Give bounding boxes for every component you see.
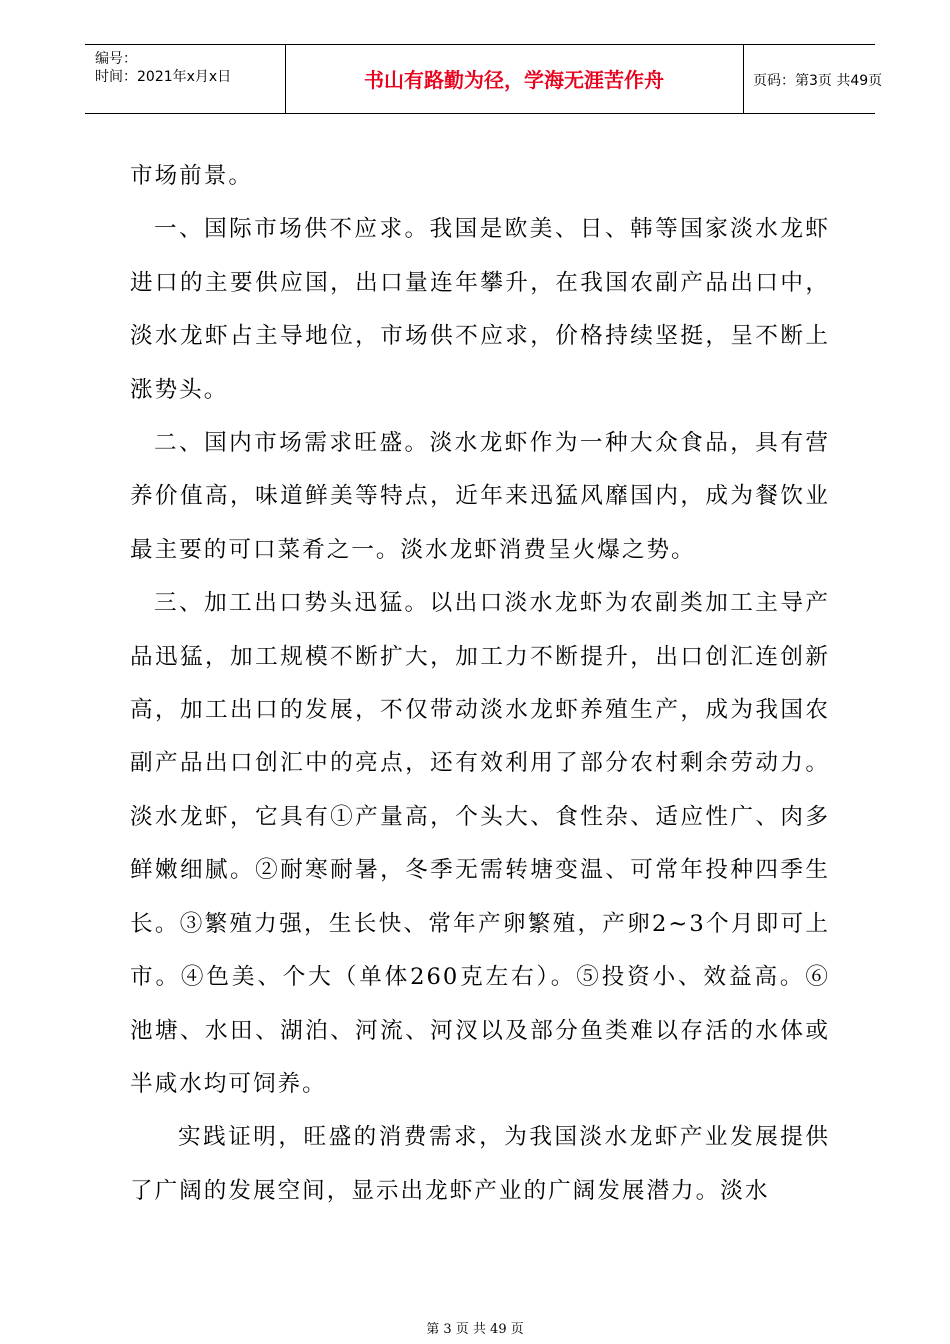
page-header [85, 44, 883, 114]
header-motto-cell [285, 45, 744, 113]
paragraph-processing-export: 三、加工出口势头迅猛。以出口淡水龙虾为农副类加工主导产品迅猛，加工规模不断扩大，加工力不断提升，出口创汇连创新高，加工出口的发展，不仅带动淡水龙虾养殖生产，成为我国农副产品出口创汇中的亮点，还有效利用了部分农村剩余劳动力。淡水龙虾，它具有①产量高，个头大、食性杂、适应性广、肉多鲜嫩细腻。②耐寒耐暑，冬季无需转塘变温、可常年投种四季生长。③繁殖力强，生长快、常年产卵繁殖，产卵2~3个月即可上市。④色美、个大（单体260克左右）。⑤投资小、效益高。⑥池塘、水田、湖泊、河流、河汊以及部分鱼类难以存活的水体或半咸水均可饲养。 [130, 590, 830, 1097]
motto-text: 书山有路勤为径，学海无涯苦作舟 [364, 68, 664, 92]
document-body [130, 150, 830, 1218]
code-label: 编号： [95, 51, 137, 67]
header-page-cell [743, 45, 883, 113]
header-meta-cell [85, 45, 286, 113]
time-label: 时间：2021年x月x日 [95, 69, 232, 85]
page-footer: 第 3 页 共 49 页 [426, 1322, 524, 1337]
header-page-info: 页码：第3页 共49页 [753, 73, 883, 89]
paragraph-intro: 市场前景。 [130, 163, 253, 189]
paragraph-international-market: 一、国际市场供不应求。我国是欧美、日、韩等国家淡水龙虾进口的主要供应国，出口量连年攀升，在我国农副产品出口中，淡水龙虾占主导地位，市场供不应求，价格持续坚挺，呈不断上涨势头。 [130, 216, 830, 403]
paragraph-domestic-market: 二、国内市场需求旺盛。淡水龙虾作为一种大众食品，具有营养价值高，味道鲜美等特点，近年来迅猛风靡国内，成为餐饮业最主要的可口菜肴之一。淡水龙虾消费呈火爆之势。 [130, 430, 830, 563]
paragraph-conclusion: 实践证明，旺盛的消费需求，为我国淡水龙虾产业发展提供了广阔的发展空间，显示出龙虾产业的广阔发展潜力。淡水 [130, 1124, 830, 1204]
